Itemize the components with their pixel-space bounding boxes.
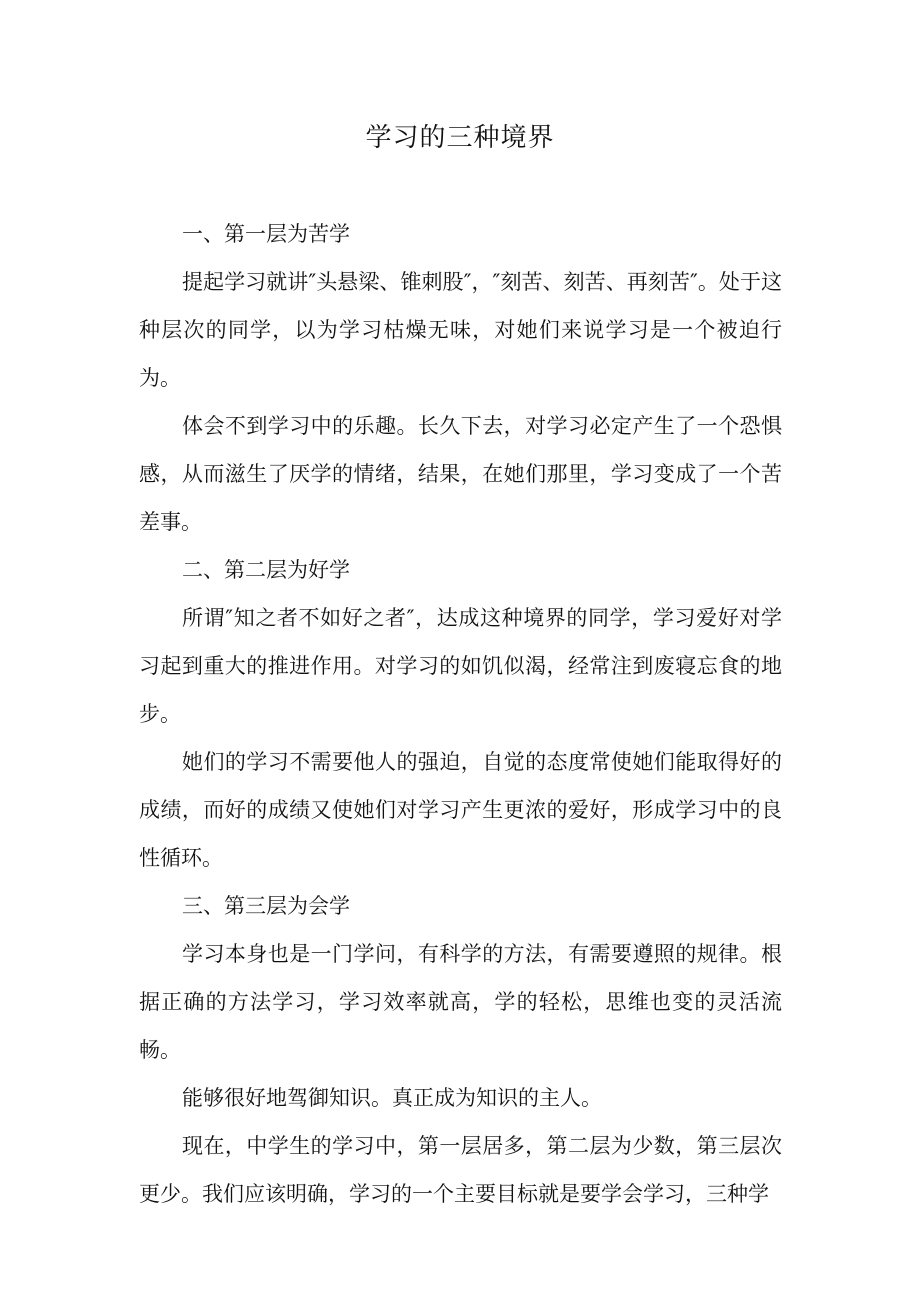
document-body bbox=[139, 210, 782, 1218]
section-heading-1: 一、第一层为苦学 bbox=[182, 222, 350, 246]
section-heading-3: 三、第三层为会学 bbox=[182, 894, 350, 918]
paragraph: 学习本身也是一门学问，有科学的方法，有需要遵照的规律。根据正确的方法学习，学习效率就高，学的轻松，思维也变的灵活流畅。 bbox=[139, 942, 782, 1062]
paragraph: 所谓″知之者不如好之者″，达成这种境界的同学，学习爱好对学习起到重大的推进作用。对学习的如饥似渴，经常注到废寝忘食的地步。 bbox=[139, 606, 782, 726]
paragraph: 提起学习就讲″头悬梁、锥刺股″，″刻苦、刻苦、再刻苦″。处于这种层次的同学，以为学习枯燥无味，对她们来说学习是一个被迫行为。 bbox=[139, 270, 782, 390]
paragraph: 现在，中学生的学习中，第一层居多，第二层为少数，第三层次更少。我们应该明确，学习的一个主要目标就是要学会学习，三种学 bbox=[139, 1134, 782, 1206]
paragraph: 体会不到学习中的乐趣。长久下去，对学习必定产生了一个恐惧感，从而滋生了厌学的情绪，结果，在她们那里，学习变成了一个苦差事。 bbox=[139, 414, 782, 534]
paragraph: 她们的学习不需要他人的强迫，自觉的态度常使她们能取得好的成绩，而好的成绩又使她们对学习产生更浓的爱好，形成学习中的良性循环。 bbox=[139, 750, 782, 870]
paragraph: 能够很好地驾御知识。真正成为知识的主人。 bbox=[182, 1086, 602, 1110]
section-heading-2: 二、第二层为好学 bbox=[182, 558, 350, 582]
document-title: 学习的三种境界 bbox=[365, 123, 555, 153]
